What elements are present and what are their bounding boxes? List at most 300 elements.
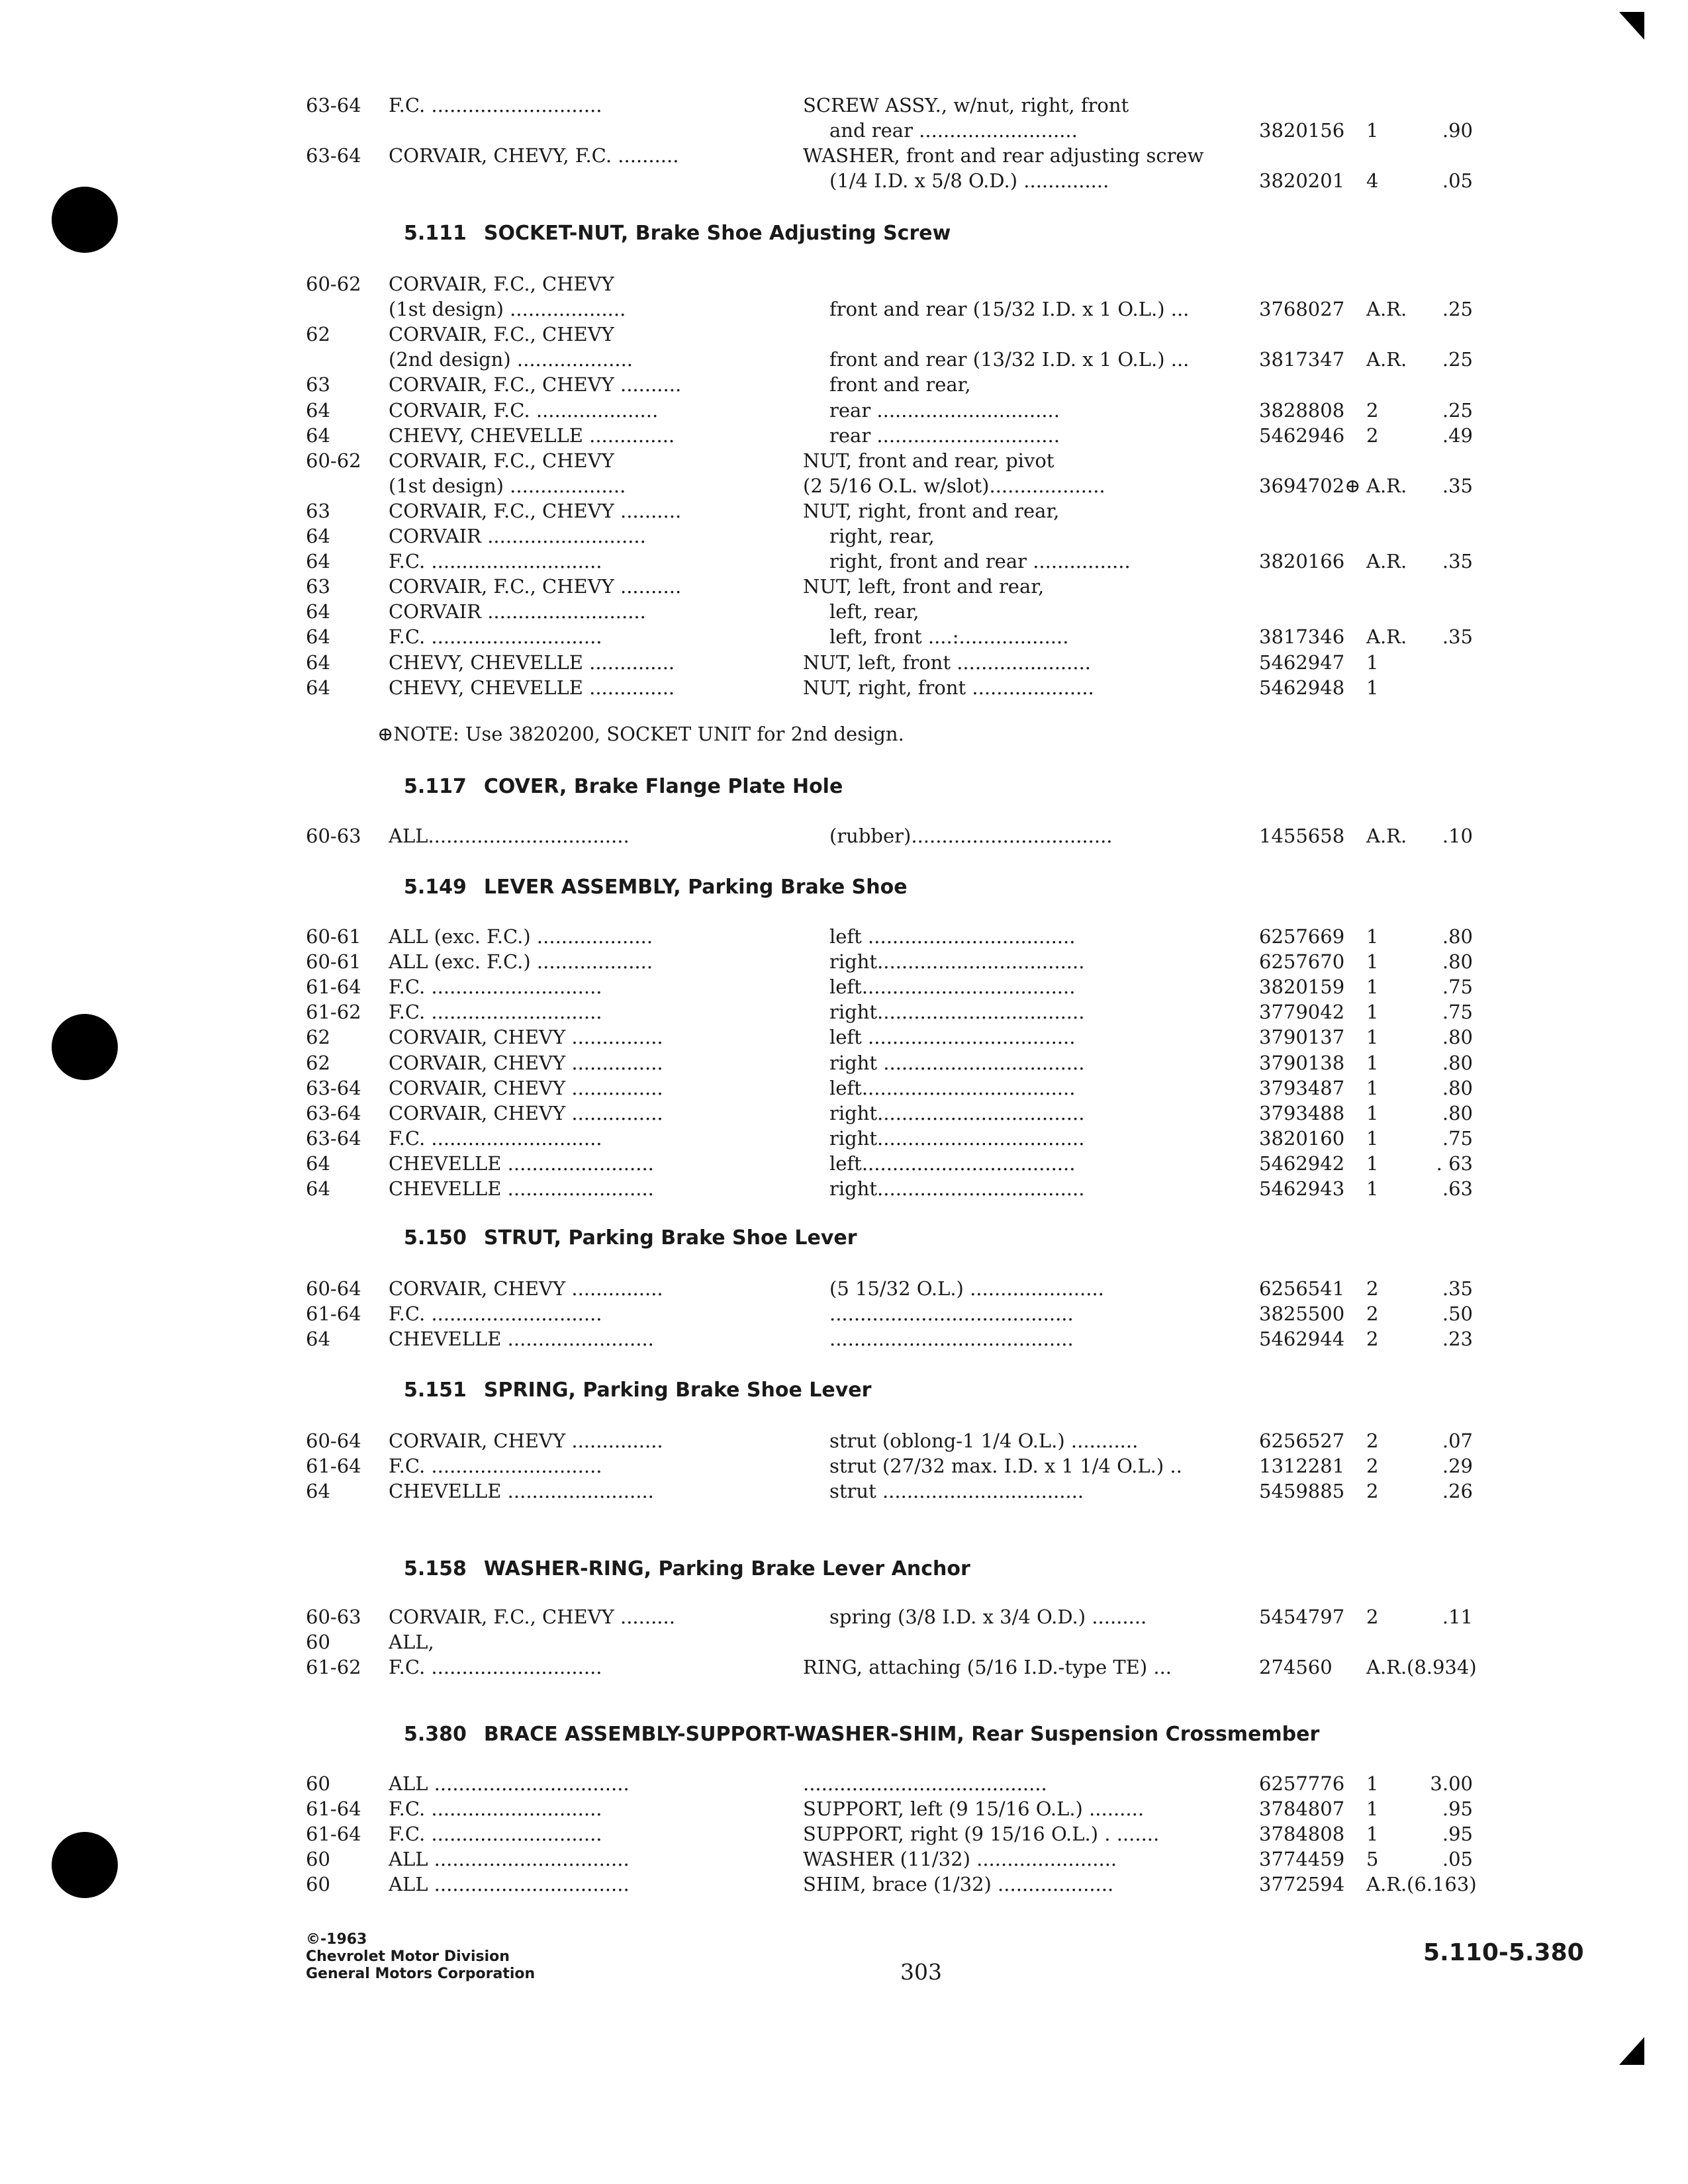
section-heading-5-380: [404, 1722, 1319, 1747]
parts-row: [0, 924, 1688, 949]
part-number-cell: 1312281: [1259, 1455, 1345, 1478]
model-cell: (2nd design) ...................: [389, 348, 633, 371]
price-cell: .35: [1442, 474, 1473, 497]
description-cell: left ..................................: [829, 1026, 1076, 1049]
section-title: SPRING, Parking Brake Shoe Lever: [483, 1379, 872, 1402]
year-cell: 64: [306, 398, 330, 422]
parts-row: [0, 1050, 1688, 1075]
description-cell: SUPPORT, right (9 15/16 O.L.) . .......: [803, 1823, 1160, 1846]
price-cell: .10: [1442, 825, 1473, 847]
description-cell: (2 5/16 O.L. w/slot)...................: [803, 474, 1105, 497]
quantity-cell: 1: [1366, 1051, 1379, 1074]
year-cell: 60: [306, 1873, 330, 1896]
parts-row: [0, 1101, 1688, 1126]
part-number-cell: 3774459: [1259, 1848, 1345, 1871]
description-cell: (5 15/32 O.L.) ......................: [829, 1277, 1104, 1300]
price-cell: .05: [1442, 1848, 1473, 1871]
section-heading-5-111: [404, 221, 951, 246]
parts-row: [0, 1846, 1688, 1872]
corporation-line: General Motors Corporation: [306, 1966, 536, 1982]
parts-row: [0, 168, 1688, 193]
year-cell: 61-62: [306, 1001, 361, 1024]
part-number-cell: 5462944: [1259, 1328, 1345, 1351]
division-line: Chevrolet Motor Division: [306, 1948, 510, 1965]
parts-row: [0, 1872, 1688, 1897]
parts-row: [0, 1821, 1688, 1846]
description-cell: (rubber).................................: [829, 825, 1113, 847]
description-cell: ........................................: [829, 1302, 1074, 1326]
parts-row: [0, 1276, 1688, 1301]
part-number-cell: 5462946: [1259, 424, 1345, 447]
parts-row: [0, 322, 1688, 347]
part-number-cell: 5462947: [1259, 651, 1345, 674]
quantity-cell: A.R.: [1366, 348, 1407, 371]
description-cell: right..................................: [829, 1126, 1085, 1150]
model-cell: F.C. ............................: [389, 1797, 602, 1821]
description-cell: WASHER, front and rear adjusting screw: [803, 144, 1204, 167]
parts-row: [0, 296, 1688, 322]
model-cell: F.C. ............................: [389, 1455, 602, 1478]
year-cell: 60-62: [306, 449, 361, 472]
description-cell: front and rear (15/32 I.D. x 1 O.L.) ...: [829, 298, 1190, 321]
parts-row: [0, 1126, 1688, 1151]
description-cell: NUT, left, front and rear,: [803, 575, 1045, 598]
price-cell: .11: [1442, 1606, 1473, 1628]
year-cell: 64: [306, 525, 330, 547]
description-cell: front and rear,: [829, 373, 971, 396]
description-cell: front and rear (13/32 I.D. x 1 O.L.) ...: [829, 348, 1190, 371]
parts-row: [0, 1629, 1688, 1655]
description-cell: right..................................: [829, 950, 1085, 974]
description-cell: rear ..............................: [829, 424, 1060, 447]
quantity-cell: 1: [1366, 1026, 1379, 1049]
parts-row: [0, 1479, 1688, 1504]
quantity-cell: A.R.: [1366, 1656, 1407, 1679]
part-number-cell: 5454797: [1259, 1606, 1345, 1628]
description-cell: ........................................: [829, 1328, 1074, 1351]
part-number-cell: 5462943: [1259, 1177, 1345, 1200]
price-cell: .90: [1442, 119, 1473, 142]
year-cell: 60-63: [306, 1606, 361, 1628]
description-cell: (1/4 I.D. x 5/8 O.D.) ..............: [829, 169, 1109, 193]
model-cell: (1st design) ...................: [389, 298, 626, 321]
model-cell: CHEVY, CHEVELLE ..............: [389, 424, 675, 447]
parts-row: [0, 523, 1688, 549]
price-cell: .05: [1442, 169, 1473, 193]
price-cell: .63: [1442, 1177, 1473, 1200]
quantity-cell: 4: [1366, 169, 1379, 193]
price-cell: .25: [1442, 348, 1473, 371]
model-cell: ALL ................................: [389, 1873, 630, 1896]
quantity-cell: 2: [1366, 1328, 1379, 1351]
description-cell: SCREW ASSY., w/nut, right, front: [803, 94, 1129, 116]
year-cell: 60-61: [306, 950, 361, 974]
model-cell: CORVAIR, F.C., CHEVY .........: [389, 1606, 675, 1628]
model-cell: CORVAIR, CHEVY ...............: [389, 1277, 663, 1300]
binder-hole-top: [52, 187, 118, 253]
part-number-cell: 5462942: [1259, 1152, 1345, 1175]
price-cell: . 63: [1436, 1152, 1473, 1175]
year-cell: 60-64: [306, 1430, 361, 1452]
price-cell: .80: [1442, 1051, 1473, 1074]
part-number-cell: 3820160: [1259, 1126, 1345, 1150]
quantity-cell: A.R.: [1366, 298, 1407, 321]
model-cell: CORVAIR, F.C., CHEVY: [389, 323, 614, 346]
description-cell: right .................................: [829, 1051, 1085, 1074]
description-cell: NUT, right, front and rear,: [803, 499, 1060, 522]
section-title: STRUT, Parking Brake Shoe Lever: [483, 1226, 857, 1250]
model-cell: ALL (exc. F.C.) ...................: [389, 925, 653, 948]
price-cell: .75: [1442, 976, 1473, 999]
quantity-cell: 1: [1366, 1177, 1379, 1200]
section-title: SOCKET-NUT, Brake Shoe Adjusting Screw: [483, 222, 951, 245]
year-cell: 60-62: [306, 273, 361, 295]
year-cell: 63-64: [306, 144, 361, 167]
year-cell: 64: [306, 1328, 330, 1351]
part-number-cell: 1455658: [1259, 825, 1345, 847]
model-cell: F.C. ............................: [389, 1001, 602, 1024]
corner-mark-bottom-icon: [1619, 2037, 1646, 2066]
parts-row: [0, 271, 1688, 296]
quantity-cell: 1: [1366, 1126, 1379, 1150]
quantity-cell: 2: [1366, 424, 1379, 447]
year-cell: 61-64: [306, 1797, 361, 1821]
model-cell: ALL.................................: [389, 825, 630, 847]
description-cell: left...................................: [829, 1152, 1076, 1175]
description-cell: SUPPORT, left (9 15/16 O.L.) .........: [803, 1797, 1145, 1821]
quantity-cell: 1: [1366, 976, 1379, 999]
description-cell: right, rear,: [829, 525, 935, 547]
price-cell: .25: [1442, 298, 1473, 321]
quantity-cell: 1: [1366, 950, 1379, 974]
year-cell: 61-62: [306, 1656, 361, 1679]
description-cell: left...................................: [829, 1076, 1076, 1099]
year-cell: 60-63: [306, 825, 361, 847]
year-cell: 61-64: [306, 1823, 361, 1846]
model-cell: CORVAIR, CHEVY ...............: [389, 1430, 663, 1452]
quantity-cell: 1: [1366, 1076, 1379, 1099]
quantity-cell: 1: [1366, 1772, 1379, 1795]
part-number-cell: 5462948: [1259, 676, 1345, 699]
parts-row: [0, 624, 1688, 649]
part-number-cell: 3820166: [1259, 550, 1345, 573]
parts-row: [0, 118, 1688, 143]
model-cell: CORVAIR, F.C., CHEVY: [389, 273, 614, 295]
price-cell: .80: [1442, 925, 1473, 948]
quantity-cell: 2: [1366, 1480, 1379, 1503]
price-cell: .95: [1442, 1823, 1473, 1846]
price-cell: .23: [1442, 1328, 1473, 1351]
part-number-cell: 6257670: [1259, 950, 1345, 974]
price-cell: .80: [1442, 950, 1473, 974]
year-cell: 60-64: [306, 1277, 361, 1300]
quantity-cell: 1: [1366, 1823, 1379, 1846]
section-number: 5.111: [404, 222, 467, 245]
description-cell: right..................................: [829, 1001, 1085, 1024]
year-cell: 61-64: [306, 1302, 361, 1326]
parts-row: [0, 1796, 1688, 1821]
description-cell: left ..................................: [829, 925, 1076, 948]
part-number-cell: 3784808: [1259, 1823, 1345, 1846]
section-title: BRACE ASSEMBLY-SUPPORT-WASHER-SHIM, Rear Suspension Crossmember: [483, 1723, 1320, 1746]
year-cell: 60: [306, 1848, 330, 1871]
quantity-cell: A.R.: [1366, 550, 1407, 573]
parts-row: [0, 1771, 1688, 1796]
part-number-cell: 6257669: [1259, 925, 1345, 948]
parts-row: [0, 1326, 1688, 1351]
price-cell: .29: [1442, 1455, 1473, 1478]
corner-mark-top-icon: [1619, 12, 1646, 41]
model-cell: F.C. ............................: [389, 1823, 602, 1846]
model-cell: F.C. ............................: [389, 1656, 602, 1679]
part-number-cell: 6256541: [1259, 1277, 1345, 1300]
year-cell: 64: [306, 550, 330, 573]
model-cell: CORVAIR, F.C., CHEVY: [389, 449, 614, 472]
description-cell: RING, attaching (5/16 I.D.-type TE) ...: [803, 1656, 1172, 1679]
part-number-cell: 3793488: [1259, 1101, 1345, 1124]
price-cell: (6.163): [1407, 1873, 1477, 1896]
parts-row: [0, 423, 1688, 448]
section-title: LEVER ASSEMBLY, Parking Brake Shoe: [483, 876, 908, 899]
year-cell: 63: [306, 373, 330, 396]
footer-imprint: [306, 1931, 535, 1983]
section-number: 5.151: [404, 1379, 467, 1402]
year-cell: 63-64: [306, 94, 361, 116]
description-cell: strut (27/32 max. I.D. x 1 1/4 O.L.) ..: [829, 1455, 1182, 1478]
section-heading-5-158: [404, 1557, 970, 1582]
section-number: 5.380: [404, 1723, 467, 1746]
quantity-cell: A.R.: [1366, 825, 1407, 847]
parts-row: [0, 1655, 1688, 1680]
year-cell: 62: [306, 1026, 330, 1049]
year-cell: 63-64: [306, 1101, 361, 1124]
year-cell: 60: [306, 1772, 330, 1795]
price-cell: 3.00: [1430, 1772, 1473, 1795]
section-number: 5.117: [404, 775, 467, 798]
description-cell: right..................................: [829, 1177, 1085, 1200]
quantity-cell: 1: [1366, 1001, 1379, 1024]
quantity-cell: 1: [1366, 1797, 1379, 1821]
part-number-cell: 3817346: [1259, 625, 1345, 649]
year-cell: 64: [306, 600, 330, 623]
part-number-cell: 3790138: [1259, 1051, 1345, 1074]
quantity-cell: 2: [1366, 1455, 1379, 1478]
price-cell: .35: [1442, 625, 1473, 649]
year-cell: 64: [306, 1480, 330, 1503]
parts-row: [0, 1428, 1688, 1453]
model-cell: CORVAIR, F.C. ....................: [389, 398, 659, 422]
model-cell: CHEVELLE ........................: [389, 1177, 654, 1200]
model-cell: CHEVELLE ........................: [389, 1152, 654, 1175]
price-cell: .80: [1442, 1101, 1473, 1124]
section-heading-5-151: [404, 1378, 871, 1403]
parts-row: [0, 974, 1688, 999]
section-heading-5-117: [404, 774, 843, 799]
model-cell: CORVAIR, F.C., CHEVY ..........: [389, 575, 682, 598]
part-number-cell: 3694702⊕: [1259, 474, 1361, 497]
part-number-cell: 3793487: [1259, 1076, 1345, 1099]
page-number: 303: [900, 1959, 942, 1985]
parts-row: [0, 93, 1688, 118]
parts-row: [0, 1301, 1688, 1326]
part-number-cell: 274560: [1259, 1656, 1333, 1679]
model-cell: CORVAIR ..........................: [389, 600, 646, 623]
price-cell: .50: [1442, 1302, 1473, 1326]
model-cell: CHEVELLE ........................: [389, 1480, 654, 1503]
price-cell: .35: [1442, 1277, 1473, 1300]
model-cell: F.C. ............................: [389, 1126, 602, 1150]
description-cell: right, front and rear ................: [829, 550, 1131, 573]
part-number-cell: 3820156: [1259, 119, 1345, 142]
model-cell: F.C. ............................: [389, 94, 602, 116]
year-cell: 63: [306, 499, 330, 522]
quantity-cell: 1: [1366, 1152, 1379, 1175]
description-cell: NUT, left, front ......................: [803, 651, 1091, 674]
quantity-cell: 1: [1366, 651, 1379, 674]
quantity-cell: 2: [1366, 398, 1379, 422]
copyright-line: ©-1963: [306, 1931, 367, 1948]
description-cell: right..................................: [829, 1101, 1085, 1124]
price-cell: .25: [1442, 398, 1473, 422]
model-cell: CORVAIR ..........................: [389, 525, 646, 547]
model-cell: CORVAIR, F.C., CHEVY ..........: [389, 373, 682, 396]
part-number-cell: 3828808: [1259, 398, 1345, 422]
quantity-cell: 1: [1366, 925, 1379, 948]
quantity-cell: 1: [1366, 1101, 1379, 1124]
section-title: WASHER-RING, Parking Brake Lever Anchor: [483, 1557, 970, 1580]
model-cell: CORVAIR, F.C., CHEVY ..........: [389, 499, 682, 522]
parts-row: [0, 372, 1688, 397]
part-number-cell: 3820159: [1259, 976, 1345, 999]
model-cell: F.C. ............................: [389, 625, 602, 649]
price-cell: .26: [1442, 1480, 1473, 1503]
section-number: 5.158: [404, 1557, 467, 1580]
model-cell: F.C. ............................: [389, 976, 602, 999]
section-range: 5.110-5.380: [1423, 1939, 1584, 1966]
part-number-cell: 3820201: [1259, 169, 1345, 193]
quantity-cell: 1: [1366, 119, 1379, 142]
description-cell: NUT, right, front ....................: [803, 676, 1094, 699]
part-number-cell: 3790137: [1259, 1026, 1345, 1049]
section-title: COVER, Brake Flange Plate Hole: [483, 775, 843, 798]
parts-row: [0, 650, 1688, 675]
price-cell: .80: [1442, 1026, 1473, 1049]
model-cell: CORVAIR, CHEVY ...............: [389, 1076, 663, 1099]
model-cell: CORVAIR, CHEVY, F.C. ..........: [389, 144, 679, 167]
footnote: ⊕NOTE: Use 3820200, SOCKET UNIT for 2nd design.: [377, 723, 904, 745]
model-cell: F.C. ............................: [389, 1302, 602, 1326]
model-cell: ALL (exc. F.C.) ...................: [389, 950, 653, 974]
year-cell: 61-64: [306, 1455, 361, 1478]
price-cell: (8.934): [1407, 1656, 1477, 1679]
part-number-cell: 3779042: [1259, 1001, 1345, 1024]
section-heading-5-149: [404, 875, 908, 900]
price-cell: .07: [1442, 1430, 1473, 1452]
description-cell: left...................................: [829, 976, 1076, 999]
parts-row: [0, 1604, 1688, 1629]
model-cell: CHEVELLE ........................: [389, 1328, 654, 1351]
year-cell: 64: [306, 676, 330, 699]
description-cell: strut .................................: [829, 1480, 1084, 1503]
year-cell: 60: [306, 1631, 330, 1654]
description-cell: NUT, front and rear, pivot: [803, 449, 1055, 472]
parts-row: [0, 473, 1688, 498]
part-number-cell: 5459885: [1259, 1480, 1345, 1503]
quantity-cell: 2: [1366, 1430, 1379, 1452]
year-cell: 64: [306, 625, 330, 649]
description-cell: left, rear,: [829, 600, 919, 623]
model-cell: CHEVY, CHEVELLE ..............: [389, 651, 675, 674]
price-cell: .95: [1442, 1797, 1473, 1821]
parts-row: [0, 1075, 1688, 1101]
model-cell: ALL,: [389, 1631, 434, 1654]
quantity-cell: 2: [1366, 1302, 1379, 1326]
quantity-cell: A.R.: [1366, 625, 1407, 649]
price-cell: .35: [1442, 550, 1473, 573]
description-cell: left, front ....:..................: [829, 625, 1069, 649]
parts-row: [0, 1151, 1688, 1176]
price-cell: .75: [1442, 1001, 1473, 1024]
parts-row: [0, 1453, 1688, 1479]
quantity-cell: 1: [1366, 676, 1379, 699]
quantity-cell: A.R.: [1366, 1873, 1407, 1896]
parts-row: [0, 347, 1688, 372]
part-number-cell: 3817347: [1259, 348, 1345, 371]
year-cell: 63-64: [306, 1076, 361, 1099]
description-cell: SHIM, brace (1/32) ...................: [803, 1873, 1114, 1896]
part-number-cell: 6256527: [1259, 1430, 1345, 1452]
model-cell: ALL ................................: [389, 1772, 630, 1795]
description-cell: and rear ..........................: [829, 119, 1078, 142]
part-number-cell: 3772594: [1259, 1873, 1345, 1896]
part-number-cell: 3768027: [1259, 298, 1345, 321]
description-cell: ........................................: [803, 1772, 1047, 1795]
model-cell: (1st design) ...................: [389, 474, 626, 497]
price-cell: .49: [1442, 424, 1473, 447]
year-cell: 62: [306, 1051, 330, 1074]
model-cell: CORVAIR, CHEVY ...............: [389, 1101, 663, 1124]
description-cell: rear ..............................: [829, 398, 1060, 422]
model-cell: CHEVY, CHEVELLE ..............: [389, 676, 675, 699]
quantity-cell: A.R.: [1366, 474, 1407, 497]
model-cell: F.C. ............................: [389, 550, 602, 573]
part-number-cell: 6257776: [1259, 1772, 1345, 1795]
year-cell: 63-64: [306, 1126, 361, 1150]
part-number-cell: 3825500: [1259, 1302, 1345, 1326]
parts-row: [0, 823, 1688, 848]
quantity-cell: 5: [1366, 1848, 1379, 1871]
description-cell: spring (3/8 I.D. x 3/4 O.D.) .........: [829, 1606, 1147, 1628]
quantity-cell: 2: [1366, 1277, 1379, 1300]
year-cell: 64: [306, 1177, 330, 1200]
section-number: 5.149: [404, 876, 467, 899]
description-cell: WASHER (11/32) .......................: [803, 1848, 1117, 1871]
parts-row: [0, 498, 1688, 523]
description-cell: strut (oblong-1 1/4 O.L.) ...........: [829, 1430, 1139, 1452]
parts-row: [0, 448, 1688, 473]
part-number-cell: 3784807: [1259, 1797, 1345, 1821]
parts-row: [0, 949, 1688, 974]
year-cell: 62: [306, 323, 330, 346]
model-cell: CORVAIR, CHEVY ...............: [389, 1026, 663, 1049]
quantity-cell: 2: [1366, 1606, 1379, 1628]
year-cell: 63: [306, 575, 330, 598]
price-cell: .80: [1442, 1076, 1473, 1099]
year-cell: 60-61: [306, 925, 361, 948]
model-cell: CORVAIR, CHEVY ...............: [389, 1051, 663, 1074]
year-cell: 64: [306, 1152, 330, 1175]
price-cell: .75: [1442, 1126, 1473, 1150]
